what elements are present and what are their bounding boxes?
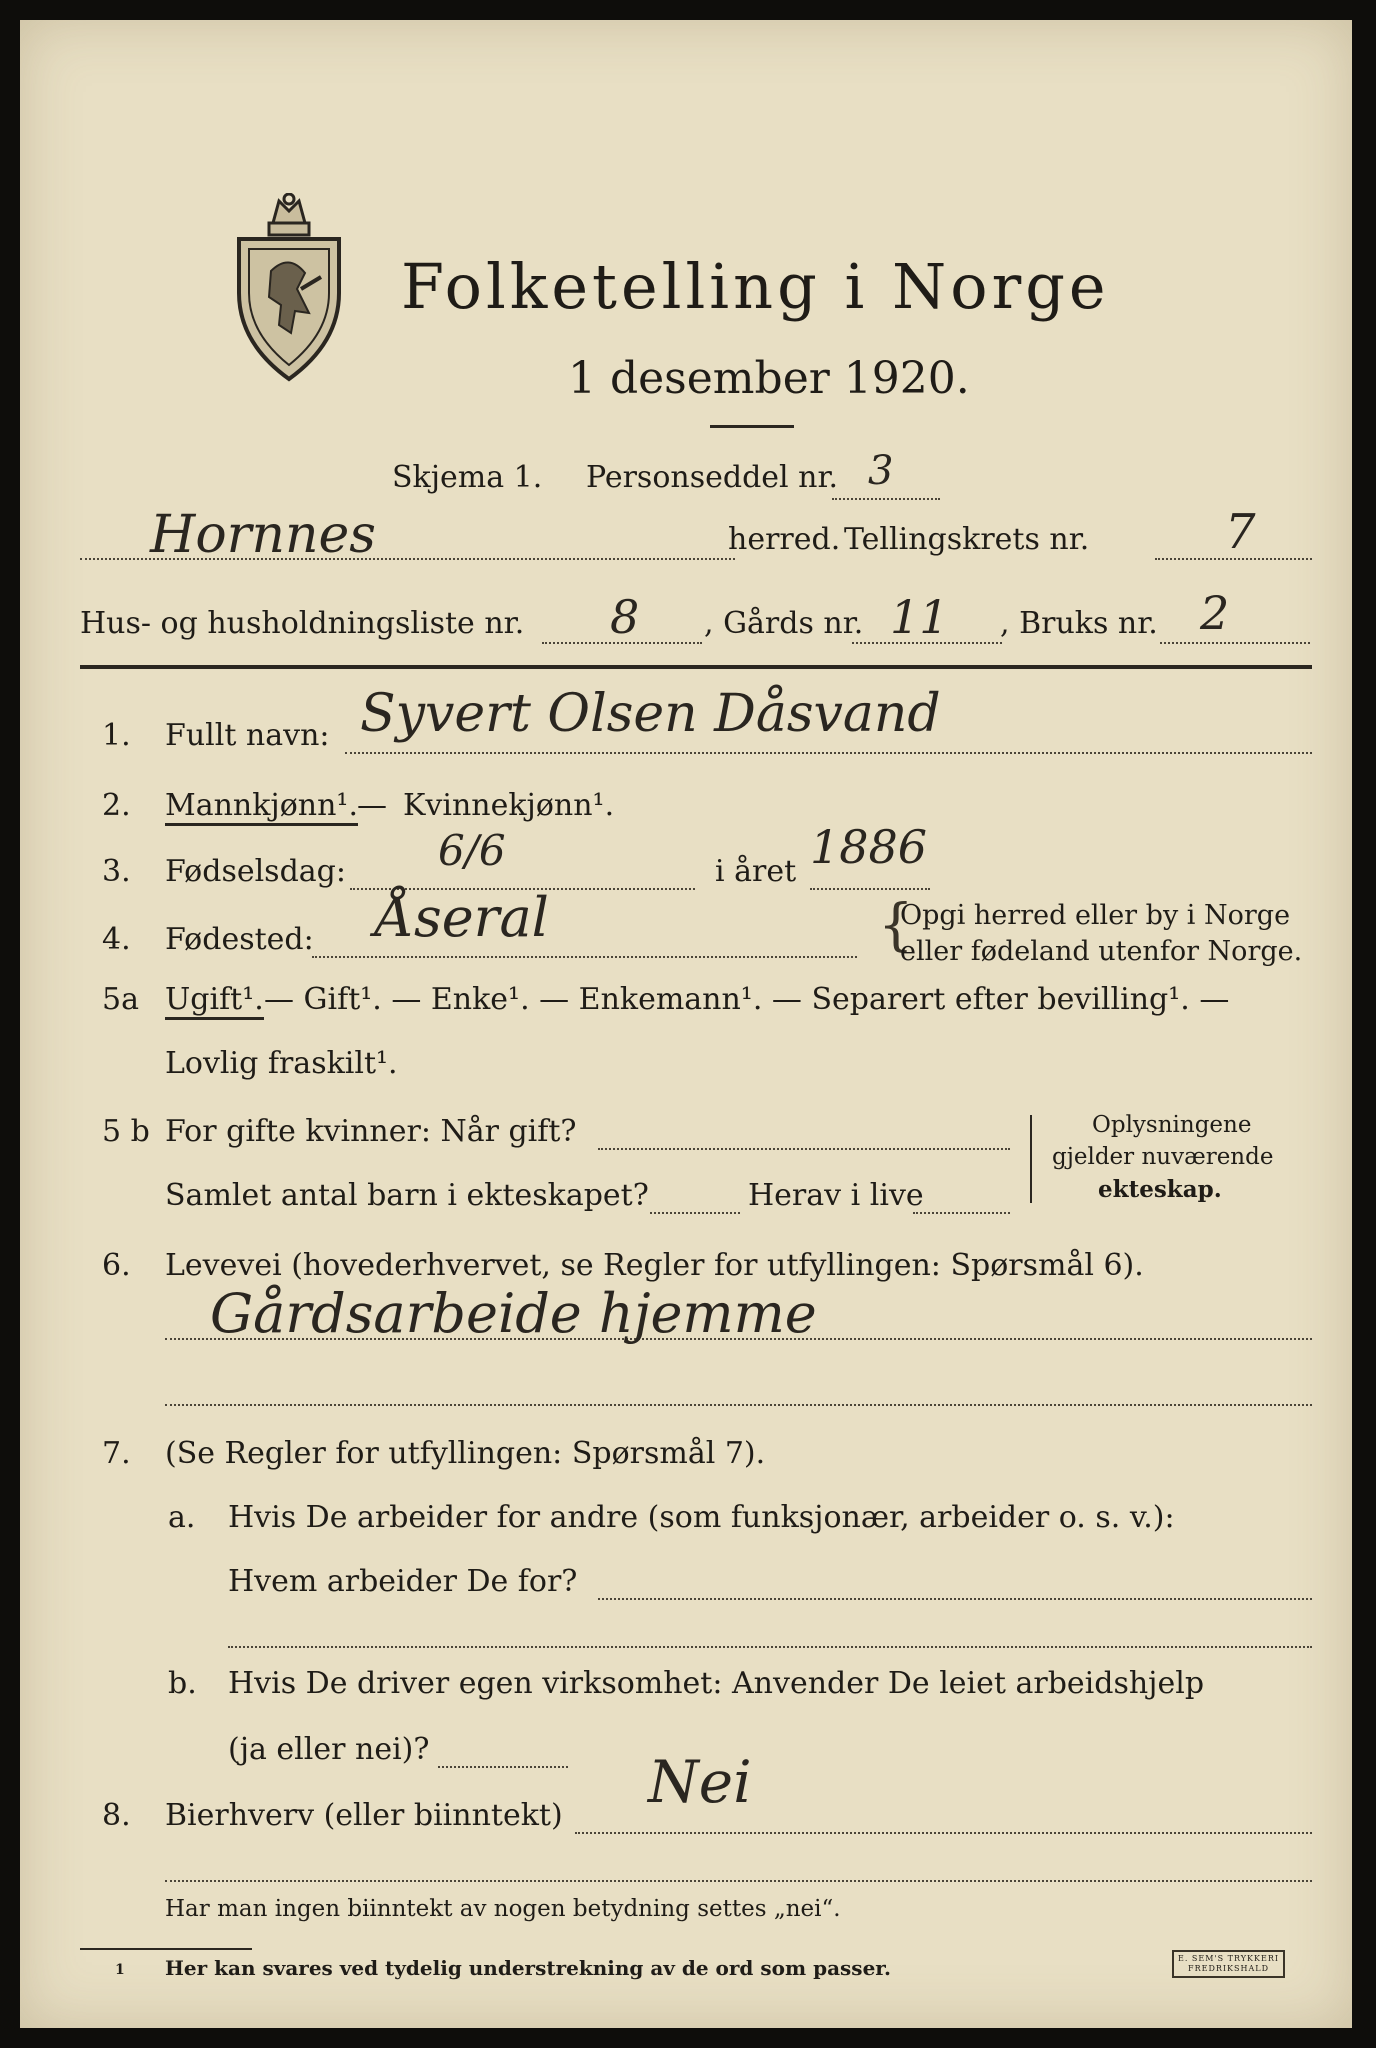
printer-stamp bbox=[1172, 1950, 1285, 1978]
personseddel-value: 3 bbox=[868, 448, 894, 494]
q3-day-value: 6/6 bbox=[438, 826, 506, 875]
form-title: Folketelling i Norge bbox=[401, 250, 1110, 323]
printer-stamp-line1: E. SEM'S TRYKKERI bbox=[1178, 1954, 1280, 1963]
q5b-note-line1: Oplysningene bbox=[1092, 1112, 1252, 1138]
q5b-note-line3: ekteskap. bbox=[1098, 1176, 1222, 1203]
q8-value: Nei bbox=[648, 1748, 752, 1816]
q1-value: Syvert Olsen Dåsvand bbox=[360, 684, 941, 744]
q8-line1 bbox=[575, 1832, 1312, 1834]
q3-year-value: 1886 bbox=[810, 820, 928, 874]
title-divider bbox=[710, 425, 794, 428]
bruks-line bbox=[1160, 642, 1310, 644]
printer-stamp-line2: FREDRIKSHALD bbox=[1188, 1964, 1269, 1973]
q6-number: 6. bbox=[102, 1248, 131, 1283]
q5b-children-line bbox=[650, 1212, 740, 1214]
hus-value: 8 bbox=[610, 590, 640, 644]
personseddel-line bbox=[832, 498, 940, 500]
tellingskrets-label: Tellingskrets nr. bbox=[844, 522, 1090, 557]
q5b-children-label: Samlet antal barn i ekteskapet? bbox=[165, 1178, 649, 1213]
q2-female-option: Kvinnekjønn¹. bbox=[403, 788, 615, 823]
q5b-note-line2: gjelder nuværende bbox=[1052, 1144, 1274, 1170]
q8-note: Har man ingen biinntekt av nogen betydning settes „nei“. bbox=[165, 1896, 841, 1922]
q7a-text: Hvis De arbeider for andre (som funksjonær, arbeider o. s. v.): bbox=[228, 1500, 1175, 1535]
gards-label: , Gårds nr. bbox=[704, 606, 864, 641]
q2-separator: — bbox=[357, 788, 387, 823]
q5b-alive-label: Herav i live bbox=[748, 1178, 924, 1213]
q7a-line1 bbox=[598, 1598, 1312, 1600]
gards-value: 11 bbox=[890, 590, 949, 644]
coat-of-arms-icon bbox=[235, 193, 343, 383]
q4-note-line1: Opgi herred eller by i Norge bbox=[900, 900, 1291, 931]
personseddel-label: Personseddel nr. bbox=[586, 460, 839, 495]
skjema-label: Skjema 1. bbox=[392, 460, 543, 495]
footnote-text: Her kan svares ved tydelig understrekning av de ord som passer. bbox=[165, 1956, 891, 1980]
q3-number: 3. bbox=[102, 854, 131, 889]
q5b-note-divider bbox=[1030, 1115, 1032, 1203]
q7b-line bbox=[438, 1766, 568, 1768]
q7a-line2 bbox=[228, 1646, 1312, 1648]
q4-value: Åseral bbox=[375, 886, 549, 949]
q3-year-label: i året bbox=[715, 854, 797, 889]
q3-label: Fødselsdag: bbox=[165, 854, 346, 889]
q5a-other-options: — Gift¹. — Enke¹. — Enkemann¹. — Separert efter bevilling¹. — bbox=[264, 982, 1230, 1017]
q7a-question: Hvem arbeider De for? bbox=[228, 1564, 578, 1599]
q3-year-line bbox=[810, 888, 930, 890]
q8-line2 bbox=[165, 1880, 1312, 1882]
q1-label: Fullt navn: bbox=[165, 718, 330, 753]
footnote-marker: 1 bbox=[115, 1962, 125, 1978]
q7-number: 7. bbox=[102, 1436, 131, 1471]
q4-note-line2: eller fødeland utenfor Norge. bbox=[900, 936, 1303, 967]
q2-male-option: Mannkjønn¹. bbox=[165, 788, 358, 826]
q8-label: Bierhverv (eller biinntekt) bbox=[165, 1798, 563, 1833]
q7a-letter: a. bbox=[168, 1500, 196, 1535]
q4-number: 4. bbox=[102, 922, 131, 957]
q6-line2 bbox=[165, 1404, 1312, 1406]
q5b-alive-line bbox=[913, 1212, 1010, 1214]
bruks-value: 2 bbox=[1200, 586, 1230, 640]
herred-label: herred. bbox=[728, 522, 841, 557]
bruks-label: , Bruks nr. bbox=[1000, 606, 1158, 641]
q7b-letter: b. bbox=[168, 1666, 197, 1701]
q4-note-brace: { bbox=[878, 893, 914, 958]
q7-label: (Se Regler for utfyllingen: Spørsmål 7). bbox=[165, 1436, 766, 1471]
q8-number: 8. bbox=[102, 1798, 131, 1833]
header-divider bbox=[80, 665, 1312, 669]
q5a-ugift-option: Ugift¹. bbox=[165, 982, 264, 1020]
q1-number: 1. bbox=[102, 718, 131, 753]
q5a-lovlig-fraskilt: Lovlig fraskilt¹. bbox=[165, 1046, 398, 1081]
q4-label: Fødested: bbox=[165, 922, 314, 957]
census-form-page bbox=[20, 20, 1352, 2028]
q4-line bbox=[312, 956, 857, 958]
hus-label: Hus- og husholdningsliste nr. bbox=[80, 606, 525, 641]
q7b-text: Hvis De driver egen virksomhet: Anvender De leiet arbeidshjelp bbox=[228, 1666, 1205, 1701]
q5b-number: 5 b bbox=[102, 1114, 150, 1149]
q7b-question: (ja eller nei)? bbox=[228, 1732, 430, 1767]
q5b-married-line bbox=[598, 1148, 1010, 1150]
footnote-divider bbox=[80, 1948, 252, 1950]
q2-number: 2. bbox=[102, 788, 131, 823]
q1-line bbox=[345, 752, 1312, 754]
census-date: 1 desember 1920. bbox=[568, 353, 970, 404]
tellingskrets-value: 7 bbox=[1225, 504, 1256, 560]
q5b-married-label: For gifte kvinner: Når gift? bbox=[165, 1114, 577, 1149]
q5a-number: 5a bbox=[102, 982, 139, 1017]
q6-value: Gårdsarbeide hjemme bbox=[210, 1282, 817, 1345]
q6-label: Levevei (hovederhvervet, se Regler for utfyllingen: Spørsmål 6). bbox=[165, 1248, 1144, 1283]
herred-value: Hornnes bbox=[150, 505, 376, 565]
